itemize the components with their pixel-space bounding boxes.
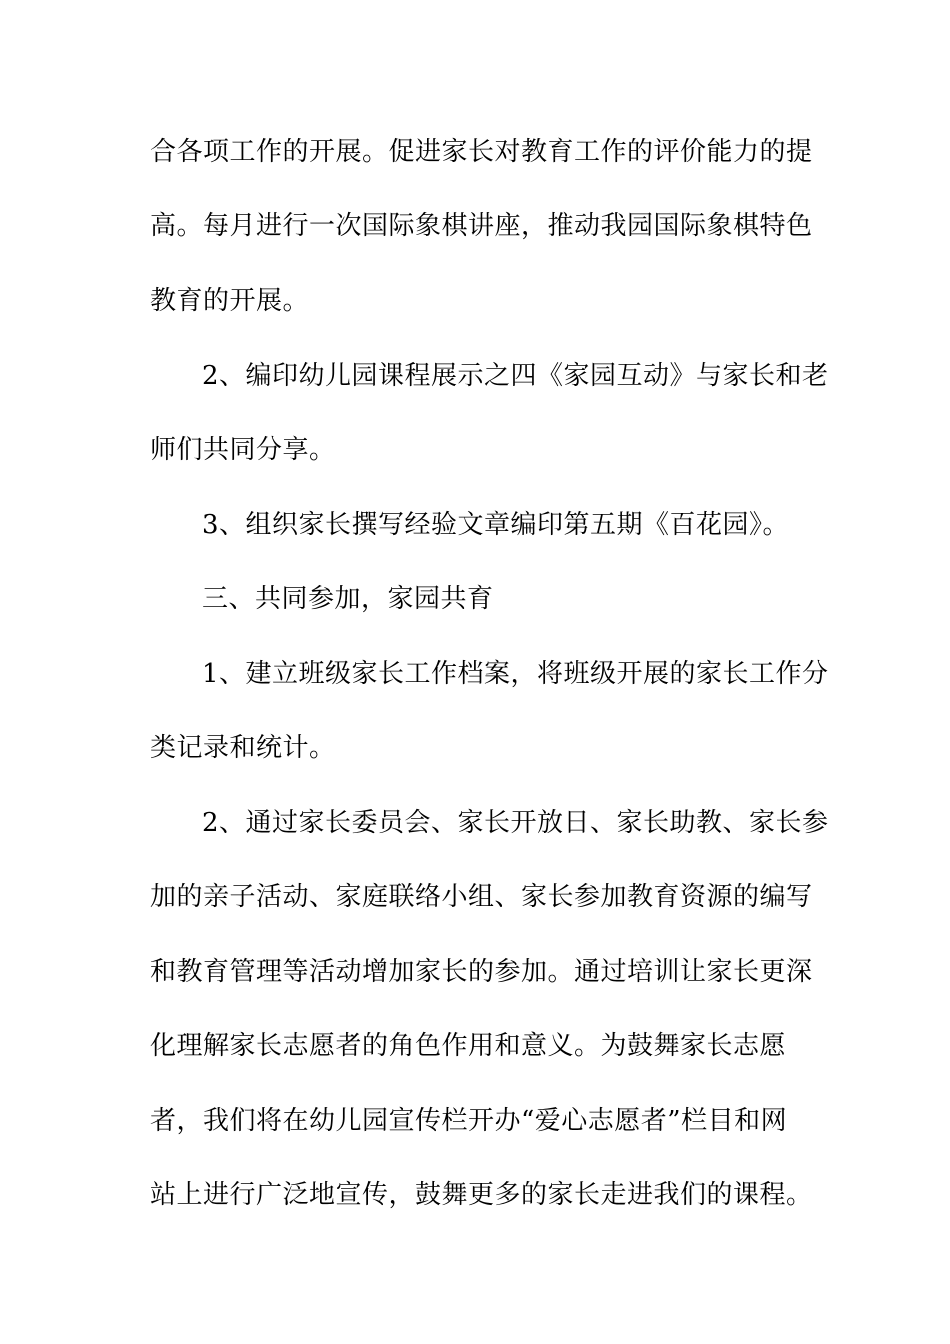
text-line: 高。每月进行一次国际象棋讲座，推动我园国际象棋特色 xyxy=(150,211,813,241)
text-line: 师们共同分享。 xyxy=(150,435,336,465)
paragraph-line: 2、编印幼儿园课程展示之四《家园互动》与家长和老 xyxy=(202,361,829,391)
paragraph-line: 3、组织家长撰写经验文章编印第五期《百花园》。 xyxy=(202,510,790,540)
text-line: 和教育管理等活动增加家长的参加。通过培训让家长更深 xyxy=(150,957,813,987)
paragraph-line: 2、通过家长委员会、家长开放日、家长助教、家长参 xyxy=(202,808,829,838)
text-line: 化理解家长志愿者的角色作用和意义。为鼓舞家长志愿 xyxy=(150,1031,787,1061)
text-line: 合各项工作的开展。促进家长对教育工作的评价能力的提 xyxy=(150,137,813,167)
text-line: 类记录和统计。 xyxy=(150,733,336,763)
text-line: 加的亲子活动、家庭联络小组、家长参加教育资源的编写 xyxy=(150,882,813,912)
text-line: 者，我们将在幼儿园宣传栏开办“爱心志愿者”栏目和网 xyxy=(150,1106,788,1136)
text-line: 教育的开展。 xyxy=(150,286,310,316)
text-line: 站上进行广泛地宣传，鼓舞更多的家长走进我们的课程。 xyxy=(150,1180,813,1210)
paragraph-line: 1、建立班级家长工作档案，将班级开展的家长工作分 xyxy=(202,659,829,689)
section-heading: 三、共同参加，家园共育 xyxy=(202,584,494,614)
